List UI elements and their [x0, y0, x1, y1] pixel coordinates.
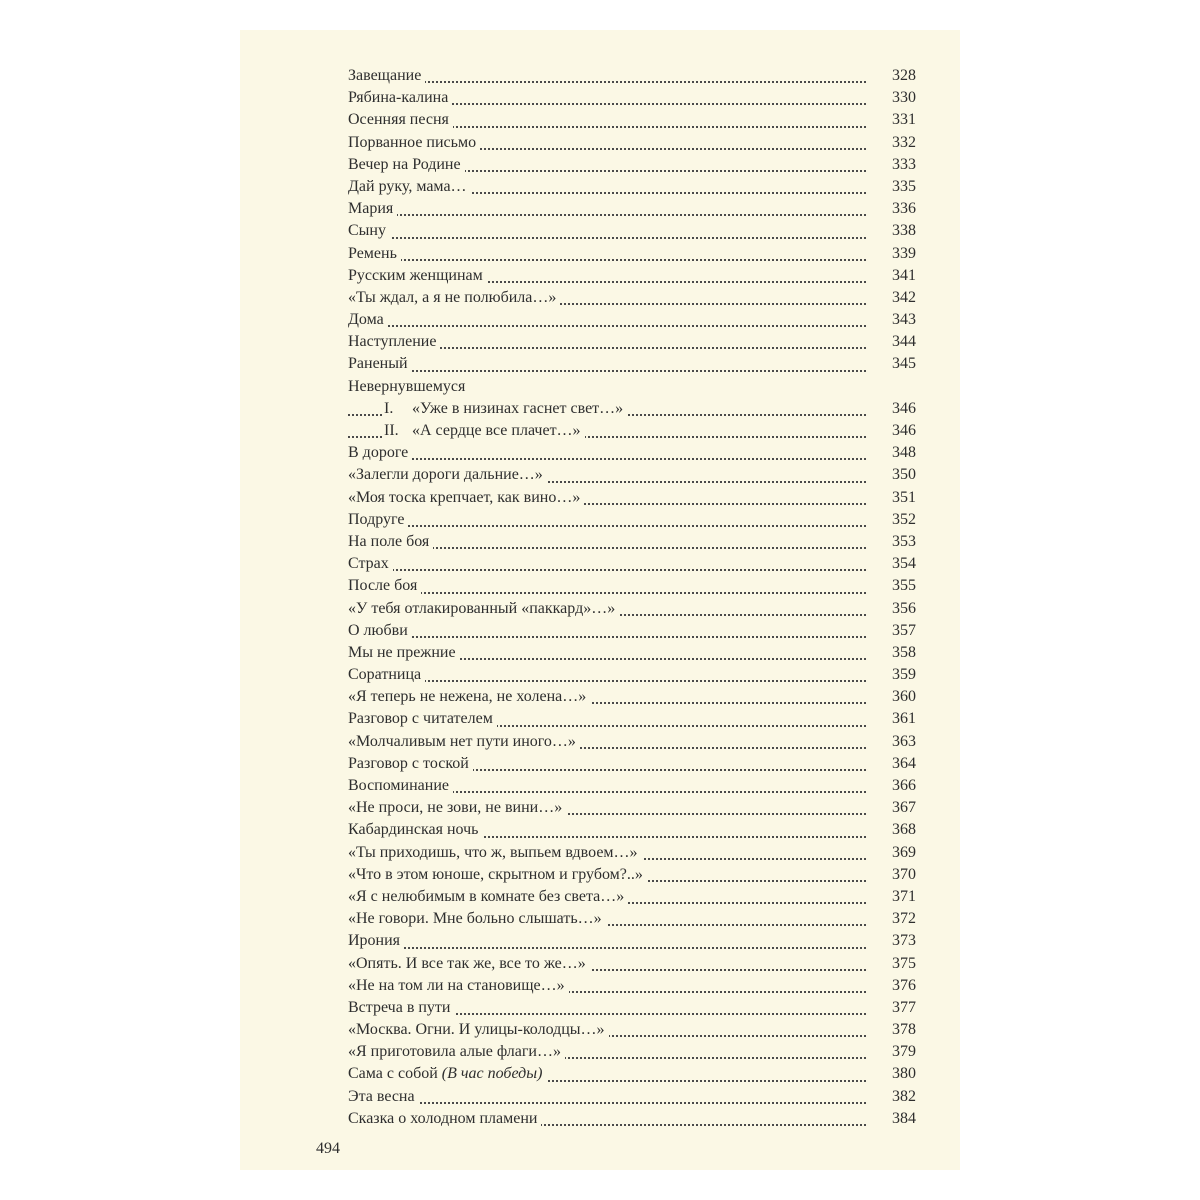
- toc-entry-page: 342: [876, 287, 916, 309]
- toc-entry-page: 367: [876, 797, 916, 819]
- toc-entry-title-text: Наступление: [348, 333, 437, 351]
- toc-entry-title-text: Дома: [348, 311, 384, 329]
- toc-entry: [348, 1019, 916, 1041]
- toc-entry-page: 357: [876, 620, 916, 642]
- toc-entry: [348, 1041, 916, 1063]
- toc-entry: [348, 509, 916, 531]
- toc-entry-title-text: «Я с нелюбимым в комнате без света…»: [348, 887, 625, 905]
- toc-entry-page: 372: [876, 908, 916, 930]
- table-of-contents: [348, 65, 916, 1130]
- toc-entry-page: 384: [876, 1108, 916, 1130]
- toc-entry-title: [348, 908, 606, 930]
- toc-entry-title-text: «Уже в низинах гаснет свет…»: [412, 399, 624, 417]
- toc-entry-title-text: «Я приготовила алые флаги…»: [348, 1043, 561, 1061]
- toc-entry-title-text: После боя: [348, 577, 418, 595]
- toc-entry-page: 341: [876, 265, 916, 287]
- toc-entry-numeral: I.: [384, 399, 394, 417]
- toc-entry-title-text: Разговор с тоской: [348, 754, 469, 772]
- toc-entry-page: 346: [876, 420, 916, 442]
- toc-entry: [348, 930, 916, 952]
- toc-entry: [348, 442, 916, 464]
- toc-entry-page: 335: [876, 176, 916, 198]
- dot-leader: [348, 569, 866, 571]
- toc-entry-title-text: «Моя тоска крепчает, как вино…»: [348, 488, 581, 506]
- toc-entry: [348, 65, 916, 87]
- dot-leader: [348, 259, 866, 261]
- toc-entry-page: 360: [876, 686, 916, 708]
- toc-entry-title: [348, 731, 580, 753]
- toc-entry: [348, 176, 916, 198]
- toc-entry-title: [384, 420, 585, 442]
- toc-entry-title-text: Разговор с читателем: [348, 710, 493, 728]
- toc-entry-page: 363: [876, 731, 916, 753]
- toc-entry-page: 359: [876, 664, 916, 686]
- toc-entry: [348, 708, 916, 730]
- dot-leader: [348, 237, 866, 239]
- toc-entry-page: 339: [876, 243, 916, 265]
- toc-entry-title: [348, 487, 584, 509]
- toc-entry: [348, 109, 916, 131]
- toc-entry-page: 353: [876, 531, 916, 553]
- toc-entry-page: 331: [876, 109, 916, 131]
- toc-entry-page: 377: [876, 997, 916, 1019]
- toc-entry: [348, 1063, 916, 1085]
- toc-entry: [348, 331, 916, 353]
- toc-entry-page: 351: [876, 487, 916, 509]
- toc-entry-title-text: Соратница: [348, 666, 422, 684]
- toc-entry-title-text: «У тебя отлакированный «паккард»…»: [348, 599, 616, 617]
- toc-entry: [348, 997, 916, 1019]
- toc-entry-title: [348, 797, 566, 819]
- toc-entry: [348, 908, 916, 930]
- toc-entry-page: 370: [876, 864, 916, 886]
- toc-entry-page: 356: [876, 598, 916, 620]
- toc-entry-title-text: «Опять. И все так же, все то же…»: [348, 954, 586, 972]
- toc-entry-title-text: В дороге: [348, 444, 409, 462]
- toc-entry-title: [348, 686, 590, 708]
- toc-entry-title-text: Сыну: [348, 222, 386, 240]
- toc-entry-page: 346: [876, 398, 916, 420]
- toc-entry-page: 338: [876, 220, 916, 242]
- toc-entry-title: [348, 132, 480, 154]
- toc-entry-title: [348, 1041, 565, 1063]
- toc-entry-title: [348, 176, 471, 198]
- dot-leader: [348, 525, 866, 527]
- toc-entry: [348, 220, 916, 242]
- toc-entry-title: [348, 708, 497, 730]
- toc-entry: [348, 287, 916, 309]
- toc-entry-title: [348, 1108, 541, 1130]
- toc-entry-title-text: Ремень: [348, 244, 397, 262]
- toc-entry-page: 355: [876, 575, 916, 597]
- toc-entry-page: 361: [876, 708, 916, 730]
- toc-entry-title-text: Сказка о холодном пламени: [348, 1109, 538, 1127]
- toc-entry: [348, 531, 916, 553]
- toc-entry: [348, 975, 916, 997]
- toc-entry-title-text: На поле боя: [348, 532, 430, 550]
- toc-entry-page: 328: [876, 65, 916, 87]
- toc-entry-title: [348, 842, 642, 864]
- toc-entry: [348, 198, 916, 220]
- toc-entry-title: [348, 930, 404, 952]
- toc-entry-page: 375: [876, 953, 916, 975]
- toc-entry: [348, 842, 916, 864]
- toc-entry: [348, 398, 916, 420]
- toc-entry-title: [348, 553, 393, 575]
- toc-entry-title: [348, 620, 412, 642]
- toc-entry-page: 345: [876, 353, 916, 375]
- toc-entry-title-text: Дай руку, мама…: [348, 177, 467, 195]
- dot-leader: [348, 947, 866, 949]
- dot-leader: [348, 370, 866, 372]
- toc-entry-title: [348, 886, 628, 908]
- toc-entry-title: [348, 509, 408, 531]
- toc-entry-title-text: «Залегли дороги дальние…»: [348, 466, 543, 484]
- toc-entry: [348, 664, 916, 686]
- toc-entry-title-text: Сама с собой: [348, 1065, 438, 1083]
- toc-entry: [348, 864, 916, 886]
- toc-entry-title: [348, 265, 487, 287]
- toc-entry: [348, 1086, 916, 1108]
- toc-entry-title-text: «Ты ждал, а я не полюбила…»: [348, 288, 557, 306]
- toc-entry-title-text: Осенняя песня: [348, 111, 449, 129]
- toc-entry-page: 379: [876, 1041, 916, 1063]
- toc-entry-title-text: Рябина-калина: [348, 89, 449, 107]
- toc-entry-title-text: Эта весна: [348, 1087, 415, 1105]
- toc-entry-title: [348, 953, 590, 975]
- toc-entry-title-text: «Ты приходишь, что ж, выпьем вдвоем…»: [348, 843, 638, 861]
- toc-entry-page: 333: [876, 154, 916, 176]
- dot-leader: [348, 592, 866, 594]
- toc-entry-title: [348, 109, 453, 131]
- toc-entry-page: 368: [876, 819, 916, 841]
- toc-entry: [348, 309, 916, 331]
- toc-entry-title: [348, 575, 421, 597]
- toc-entry-page: 373: [876, 930, 916, 952]
- toc-entry-page: 348: [876, 442, 916, 464]
- toc-entry-title-text: «Не на том ли на становище…»: [348, 976, 565, 994]
- toc-entry-page: 354: [876, 553, 916, 575]
- toc-entry-title-text: Мы не прежние: [348, 643, 456, 661]
- toc-entry-title: [348, 997, 454, 1019]
- toc-entry-page: 380: [876, 1063, 916, 1085]
- toc-entry-title: [348, 464, 547, 486]
- toc-entry-title: [348, 642, 460, 664]
- toc-entry-title: [348, 819, 482, 841]
- toc-entry-title: [348, 531, 433, 553]
- toc-entry: [348, 598, 916, 620]
- toc-entry-title-text: Страх: [348, 555, 389, 573]
- toc-entry-title: [384, 398, 627, 420]
- toc-entry-page: 344: [876, 331, 916, 353]
- toc-entry-title: [348, 1086, 419, 1108]
- toc-entry-title: [348, 442, 412, 464]
- toc-entry-title-text: «Москва. Огни. И улицы-колодцы…»: [348, 1021, 605, 1039]
- dot-leader: [348, 325, 866, 327]
- toc-entry-title-text: «Я теперь не нежена, не холена…»: [348, 688, 587, 706]
- toc-entry-page: 358: [876, 642, 916, 664]
- dot-leader: [348, 680, 866, 682]
- toc-entry-title-text: Кабардинская ночь: [348, 821, 479, 839]
- toc-entry-title-text: Вечер на Родине: [348, 155, 461, 173]
- toc-entry-page: 378: [876, 1019, 916, 1041]
- dot-leader: [348, 458, 866, 460]
- toc-entry-title-text: «Не проси, не зови, не вини…»: [348, 799, 563, 817]
- toc-entry: [348, 753, 916, 775]
- toc-entry: [348, 132, 916, 154]
- toc-entry-title: [348, 775, 453, 797]
- toc-entry: [348, 553, 916, 575]
- toc-entry-title: [348, 376, 469, 398]
- toc-entry: [348, 819, 916, 841]
- toc-entry-title-text: «Что в этом юноше, скрытном и грубом?..»: [348, 865, 643, 883]
- toc-entry-title-text: Встреча в пути: [348, 998, 451, 1016]
- toc-entry-title-text: Порванное письмо: [348, 133, 477, 151]
- toc-entry-title: [348, 65, 425, 87]
- toc-entry: [348, 265, 916, 287]
- toc-entry-title: [348, 753, 473, 775]
- toc-entry-page: 343: [876, 309, 916, 331]
- toc-entry-title: [348, 243, 401, 265]
- dot-leader: [348, 214, 866, 216]
- toc-entry: [348, 464, 916, 486]
- toc-entry-title: [348, 331, 440, 353]
- toc-entry-title-text: Русским женщинам: [348, 266, 483, 284]
- toc-entry-title: [348, 975, 569, 997]
- toc-entry-title: [348, 1019, 609, 1041]
- toc-entry-title-text: «Не говори. Мне больно слышать…»: [348, 910, 602, 928]
- toc-entry-title: [348, 220, 390, 242]
- toc-entry: [348, 775, 916, 797]
- toc-entry-page: 330: [876, 87, 916, 109]
- toc-entry-title-text: Воспоминание: [348, 777, 450, 794]
- toc-entry-title: [348, 598, 619, 620]
- toc-entry: [348, 1108, 916, 1130]
- dot-leader: [348, 81, 866, 83]
- toc-entry-page: 382: [876, 1086, 916, 1108]
- toc-entry: [348, 886, 916, 908]
- toc-entry-numeral: II.: [384, 422, 399, 439]
- toc-entry-title: [348, 353, 412, 375]
- toc-entry: [348, 376, 916, 398]
- toc-entry-title: [348, 87, 452, 109]
- toc-entry: [348, 243, 916, 265]
- toc-entry: [348, 642, 916, 664]
- toc-entry-title: [348, 664, 425, 686]
- toc-entry-title-text: Мария: [348, 200, 394, 218]
- toc-entry-title: [348, 864, 647, 886]
- toc-entry-title: [348, 198, 397, 220]
- toc-entry-title-text: «Молчаливым нет пути иного…»: [348, 732, 576, 750]
- toc-entry-title-text: Раненый: [348, 355, 408, 373]
- toc-entry: [348, 953, 916, 975]
- book-page: [240, 30, 960, 1170]
- toc-entry: [348, 87, 916, 109]
- toc-entry-title-text: «А сердце все плачет…»: [412, 422, 581, 439]
- toc-entry-title-text: Завещание: [348, 67, 422, 84]
- toc-entry-title: [348, 154, 465, 176]
- toc-entry-title: [348, 1063, 546, 1085]
- toc-entry-page: 376: [876, 975, 916, 997]
- toc-entry: [348, 686, 916, 708]
- toc-entry-page: 366: [876, 775, 916, 797]
- toc-entry-page: 369: [876, 842, 916, 864]
- toc-entry: [348, 620, 916, 642]
- toc-entry: [348, 353, 916, 375]
- toc-entry-title-text: Невернувшемуся: [348, 377, 466, 395]
- toc-entry: [348, 487, 916, 509]
- toc-entry-page: 371: [876, 886, 916, 908]
- toc-entry: [348, 154, 916, 176]
- toc-entry: [348, 575, 916, 597]
- toc-entry: [348, 420, 916, 442]
- page-number: 494: [316, 1140, 340, 1157]
- toc-entry-page: 336: [876, 198, 916, 220]
- toc-entry-page: 332: [876, 132, 916, 154]
- toc-entry-title: [348, 309, 388, 331]
- toc-entry-title-text: Подруге: [348, 510, 405, 528]
- toc-entry: [348, 731, 916, 753]
- toc-entry-title-text: О любви: [348, 621, 408, 639]
- toc-entry-page: 364: [876, 753, 916, 775]
- toc-entry: [348, 797, 916, 819]
- dot-leader: [348, 636, 866, 638]
- toc-entry-title: [348, 287, 560, 309]
- dot-leader: [348, 1102, 866, 1104]
- toc-entry-page: 350: [876, 464, 916, 486]
- toc-entry-subtitle: (В час победы): [441, 1065, 543, 1083]
- toc-entry-page: 352: [876, 509, 916, 531]
- toc-entry-title-text: Ирония: [348, 932, 401, 950]
